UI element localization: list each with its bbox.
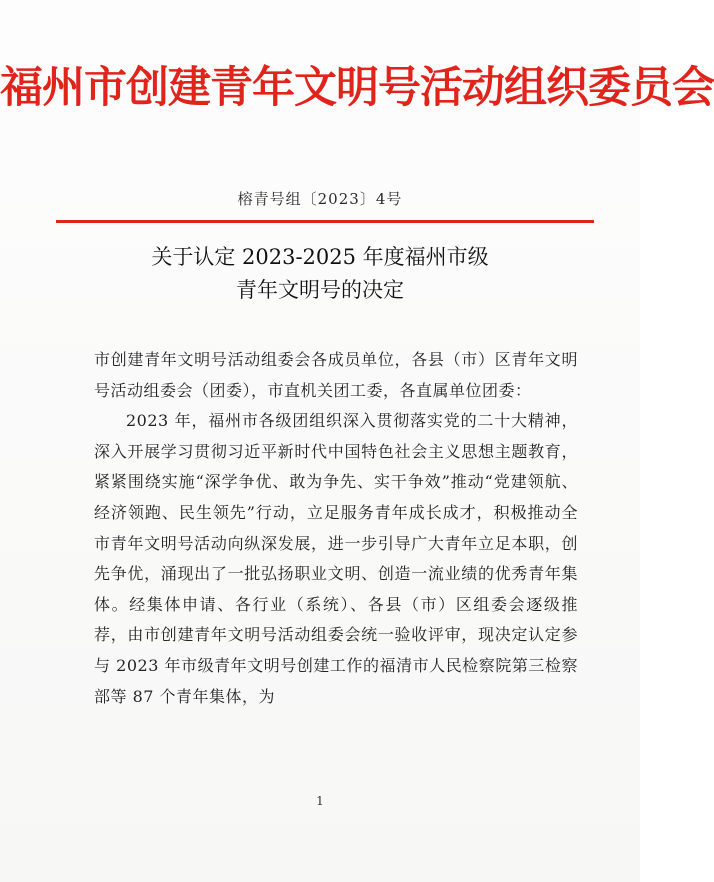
title-line-1: 关于认定 2023-2025 年度福州市级: [151, 245, 489, 269]
red-divider-line: [56, 220, 594, 223]
title-line-2: 青年文明号的决定: [236, 278, 404, 302]
issuing-org-header: 福州市创建青年文明号活动组织委员会: [0, 63, 714, 113]
body-paragraph: 2023 年，福州市各级团组织深入贯彻落实党的二十大精神，深入开展学习贯彻习近平新时代中国特色社会主义思想主题教育，紧紧围绕实施“深学争优、敢为争先、实干争效”推动“党建领航、经济领跑、民生领先”行动，立足服务青年成长成才，积极推动全市青年文明号活动向纵深发展，进一步引导广大青年立足本职，创先争优，涌现出了一批弘扬职业文明、创造一流业绩的优秀青年集体。经集体申请、各行业（系统）、各县（市）区组委会逐级推荐，由市创建青年文明号活动组委会统一验收评审，现决定认定参与 2023 年市级青年文明号创建工作的福清市人民检察院第三检察部等 87 个青年集体，为: [94, 411, 578, 706]
document-title: [0, 241, 640, 307]
document-body: [94, 345, 578, 712]
page-number: 1: [316, 794, 324, 808]
document-number: 榕青号组〔2023〕4号: [237, 190, 403, 208]
salutation: 市创建青年文明号活动组委会各成员单位，各县（市）区青年文明号活动组委会（团委），市直机关团工委，各直属单位团委：: [94, 350, 578, 400]
